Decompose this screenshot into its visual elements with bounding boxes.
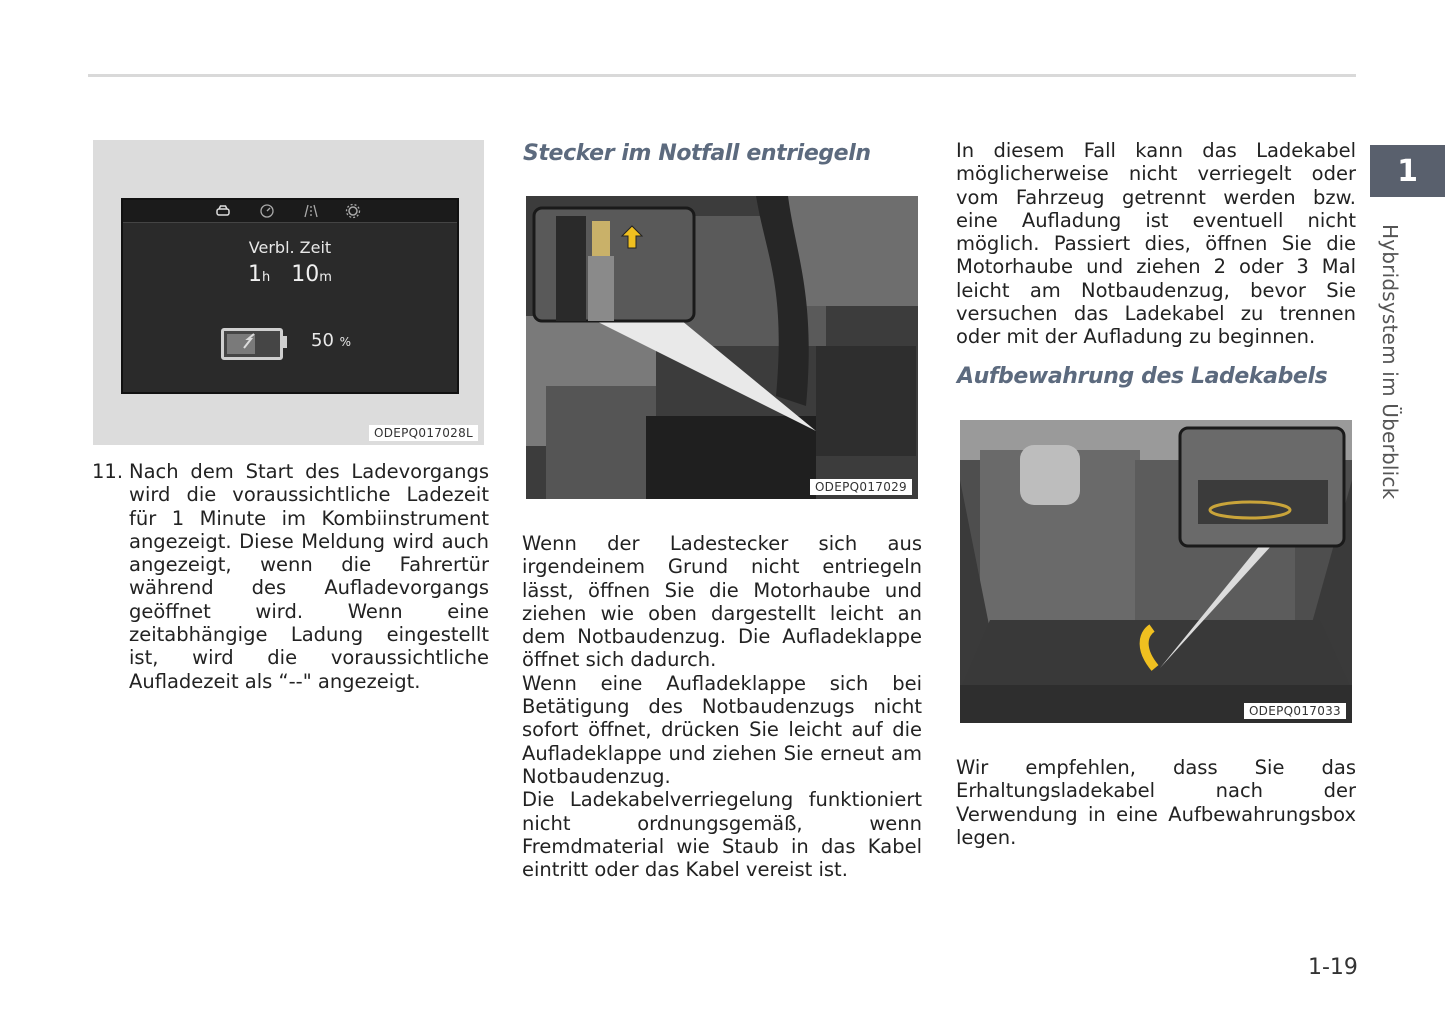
list-number: 11. (92, 460, 124, 483)
car-icon (215, 203, 231, 219)
engine-bay-figure (526, 196, 918, 499)
charging-bolt-icon (224, 331, 274, 351)
figure-code: ODEPQ017029 (810, 479, 912, 495)
gear-icon (345, 203, 361, 219)
battery-unit: % (339, 335, 352, 349)
minutes-value: 10 (291, 262, 320, 287)
top-rule (88, 74, 1356, 77)
col2-para-2: Wenn eine Aufladeklappe sich bei Betätigung des Notbaudenzugs nicht sofort öffnet, drücken Sie leicht auf die Aufladeklappe und ziehen Sie erneut am Notbaudenzug. (522, 671, 922, 788)
trunk-figure (960, 420, 1352, 723)
col2-text (522, 532, 922, 881)
hours-value: 1 (248, 262, 263, 287)
col3-outro (956, 756, 1356, 849)
battery-tip (282, 336, 287, 348)
cluster-figure (93, 140, 484, 445)
battery-icon (221, 328, 283, 360)
col3-para-1: In diesem Fall kann das Ladekabel möglicherweise nicht verriegelt oder vom Fahrzeug getrennt werden bzw. eine Aufladung ist eventuell nicht möglich. Passiert dies, öffnen Sie die Motorhaube und ziehen 2 oder 3 Mal leicht am Notbaudenzug, bevor Sie versuchen das Ladekabel zu trennen oder mit der Aufladung zu beginnen. (956, 139, 1356, 349)
trunk-illustration (960, 420, 1352, 723)
hours-unit: h (262, 270, 271, 285)
engine-bay-illustration (526, 196, 918, 499)
heading-cable-storage: Aufbewahrung des Ladekabels (957, 364, 1328, 389)
figure-code: ODEPQ017033 (1244, 703, 1346, 719)
list-item-11 (92, 460, 489, 693)
page-number: 1-19 (1308, 955, 1358, 980)
gauge-icon (259, 203, 275, 219)
figure-code: ODEPQ017028L (369, 425, 478, 441)
col2-para-3: Die Ladekabelverriegelung funktioniert nicht ordnungsgemäß, wenn Fremdmaterial wie Staub in das Kabel eintritt oder das Kabel vereist ist. (522, 788, 922, 882)
cluster-icon-bar (123, 200, 457, 223)
remaining-time-label: Verbl. Zeit (248, 238, 332, 257)
instrument-cluster-display (121, 198, 459, 394)
col2-para-1: Wenn der Ladestecker sich aus irgendeinem Grund nicht entriegeln lässt, öffnen Sie die Motorhaube und ziehen wie oben dargestellt leicht an dem Notbaudenzug. Die Aufladeklappe öffnet sich dadurch. (522, 532, 922, 672)
col3-para-2: Wir empfehlen, dass Sie das Erhaltungsladekabel nach der Verwendung in eine Aufbewahrungsbox legen. (956, 756, 1356, 849)
battery-percent (311, 330, 351, 351)
col3-intro (956, 139, 1356, 349)
list-text: Nach dem Start des Ladevorgangs wird die voraussichtliche Ladezeit für 1 Minute im Kombiinstrument angezeigt. Diese Meldung wird auch angezeigt, wenn die Fahrertür während des Aufladevorgangs geöffnet wird. Wenn eine zeitabhängige Ladung eingestellt ist, wird die voraussichtliche Aufladezeit als “--" angezeigt. (129, 460, 489, 693)
remaining-time-value (123, 262, 457, 287)
chapter-number-tab: 1 (1370, 145, 1445, 197)
heading-emergency-release: Stecker im Notfall entriegeln (523, 141, 871, 166)
chapter-title: Hybridsystem im Überblick (1378, 224, 1402, 500)
battery-value: 50 (311, 330, 334, 351)
road-icon (303, 203, 319, 219)
minutes-unit: m (319, 270, 332, 285)
